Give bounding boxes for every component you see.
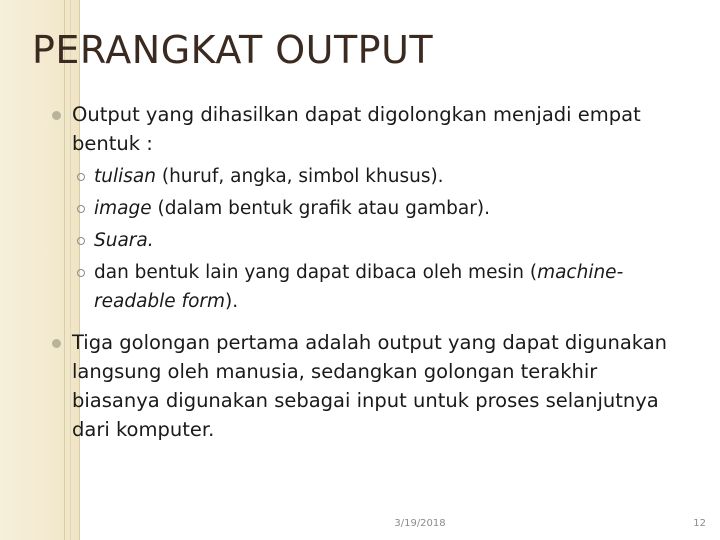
slide-title: PERANGKAT OUTPUT [32, 28, 434, 72]
sub-bullet-emphasis: machine-readable form [94, 262, 624, 312]
sub-bullet-emphasis: tulisan [94, 166, 156, 187]
sub-bullet-text: dan bentuk lain yang dapat dibaca oleh mesin ( [94, 262, 538, 283]
bullet-item [50, 328, 690, 444]
bullet-ring-icon [77, 237, 85, 245]
slide-content [50, 100, 690, 444]
bullet-text: Output yang dihasilkan dapat digolongkan menjadi empat bentuk : [72, 103, 641, 155]
sub-bullet-item [50, 162, 690, 191]
sub-bullet-text: ). [225, 291, 239, 312]
sub-bullet-emphasis: Suara. [94, 230, 154, 251]
sub-bullet-item [50, 226, 690, 255]
bullet-dot-icon [52, 111, 61, 120]
bullet-ring-icon [77, 269, 85, 277]
sub-bullet-list [50, 162, 690, 316]
bullet-dot-icon [52, 339, 61, 348]
sub-bullet-item [50, 258, 690, 316]
bullet-text: Tiga golongan pertama adalah output yang dapat digunakan langsung oleh manusia, sedangkan golongan terakhir biasanya digunakan sebagai input untuk proses selanjutnya dari komputer. [72, 331, 668, 441]
sub-bullet-text: (huruf, angka, simbol khusus). [155, 166, 444, 187]
bullet-ring-icon [77, 173, 85, 181]
footer-date: 3/19/2018 [394, 518, 446, 529]
footer-page-number: 12 [693, 518, 706, 529]
bullet-item [50, 100, 690, 158]
sub-bullet-text: (dalam bentuk grafik atau gambar). [151, 198, 490, 219]
sub-bullet-item [50, 194, 690, 223]
bullet-ring-icon [77, 205, 85, 213]
sub-bullet-emphasis: image [94, 198, 152, 219]
